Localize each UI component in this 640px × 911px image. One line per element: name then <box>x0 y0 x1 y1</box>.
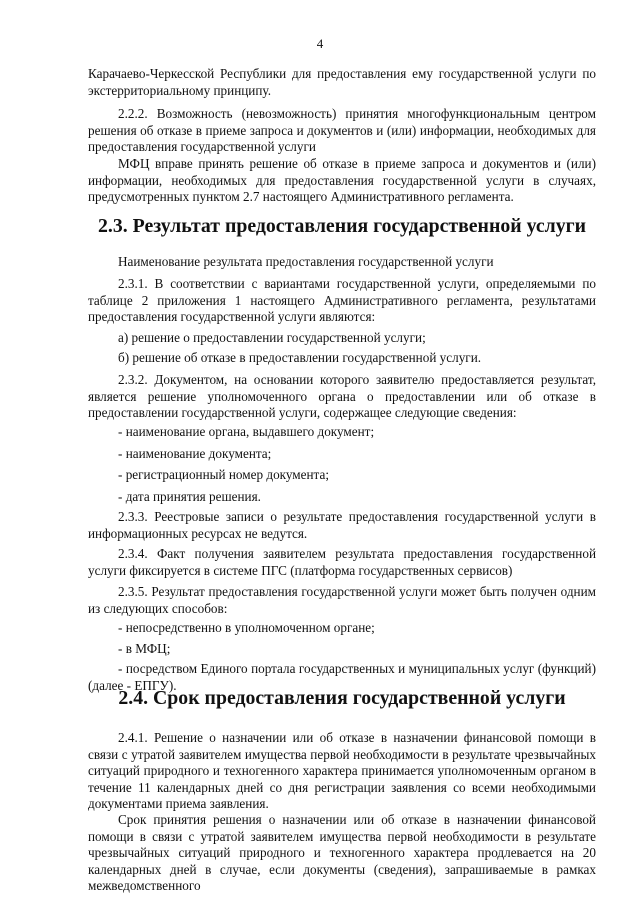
paragraph-2-3-4: 2.3.4. Факт получения заявителем результата предоставления государственной услуги фиксируется в системе ПГС (платформа государственных сервисов) <box>88 546 596 578</box>
paragraph-2-2-2: 2.2.2. Возможность (невозможность) принятия многофункциональным центром решения об отказе в приеме запроса и документов и (или) информации, необходимых для предоставления государственной услуги <box>88 106 596 154</box>
list-item-document-name: - наименование документа; <box>118 446 272 461</box>
list-item-epgu: - посредством Единого портала государственных и муниципальных услуг (функций) (далее - ЕПГУ). <box>88 661 596 693</box>
list-item-a: а) решение о предоставлении государственной услуги; <box>118 330 426 345</box>
list-item-authority-name: - наименование органа, выдавшего документ; <box>118 424 375 439</box>
paragraph-decision-term: Срок принятия решения о назначении или об отказе в назначении финансовой помощи в связи с утратой заявителем имущества первой необходимости в результате чрезвычайных ситуаций природного и техногенного характера продлевается на 20 календарных дней в случае, если документы (сведения), запрашиваемые в рамках межведомственного <box>88 812 596 893</box>
list-item-registration-number: - регистрационный номер документа; <box>118 467 329 482</box>
paragraph-2-3-5: 2.3.5. Результат предоставления государственной услуги может быть получен одним из следующих способов: <box>88 584 596 616</box>
paragraph-result-name: Наименование результата предоставления государственной услуги <box>118 254 494 269</box>
section-heading-2-3: 2.3. Результат предоставления государственной услуги <box>98 215 586 237</box>
paragraph-mfc-right: МФЦ вправе принять решение об отказе в приеме запроса и документов и (или) информации, необходимых для предоставления государственной услуги в случаях, предусмотренных пунктом 2.7 настоящего Административного регламента. <box>88 156 596 204</box>
paragraph-2-3-1: 2.3.1. В соответствии с вариантами государственной услуги, определяемыми по таблице 2 приложения 1 настоящего Административного регламента, результатами предоставления государственной услуги являются: <box>88 276 596 324</box>
paragraph-continuation: Карачаево-Черкесской Республики для предоставления ему государственной услуги по экстерриториальному принципу. <box>88 66 596 98</box>
list-item-b: б) решение об отказе в предоставлении государственной услуги. <box>118 350 482 365</box>
list-item-in-authority: - непосредственно в уполномоченном органе; <box>118 620 375 635</box>
list-item-decision-date: - дата принятия решения. <box>118 489 261 504</box>
paragraph-2-4-1: 2.4.1. Решение о назначении или об отказе в назначении финансовой помощи в связи с утратой заявителем имущества первой необходимости в результате чрезвычайных ситуаций природного и техногенного характера принимается уполномоченным органом в течение 11 календарных дней со дня регистрации заявления со всеми необходимыми документами приема заявления. <box>88 730 596 811</box>
paragraph-2-3-3: 2.3.3. Реестровые записи о результате предоставления государственной услуги в информационных ресурсах не ведутся. <box>88 509 596 541</box>
page-number: 4 <box>316 36 324 51</box>
list-item-mfc: - в МФЦ; <box>118 641 171 656</box>
paragraph-2-3-2: 2.3.2. Документом, на основании которого заявителю предоставляется результат, является решение уполномоченного органа о предоставлении или об отказе в предоставлении государственной услуги, содержащее следующие сведения: <box>88 372 596 420</box>
section-heading-2-4: 2.4. Срок предоставления государственной услуги <box>118 687 566 709</box>
